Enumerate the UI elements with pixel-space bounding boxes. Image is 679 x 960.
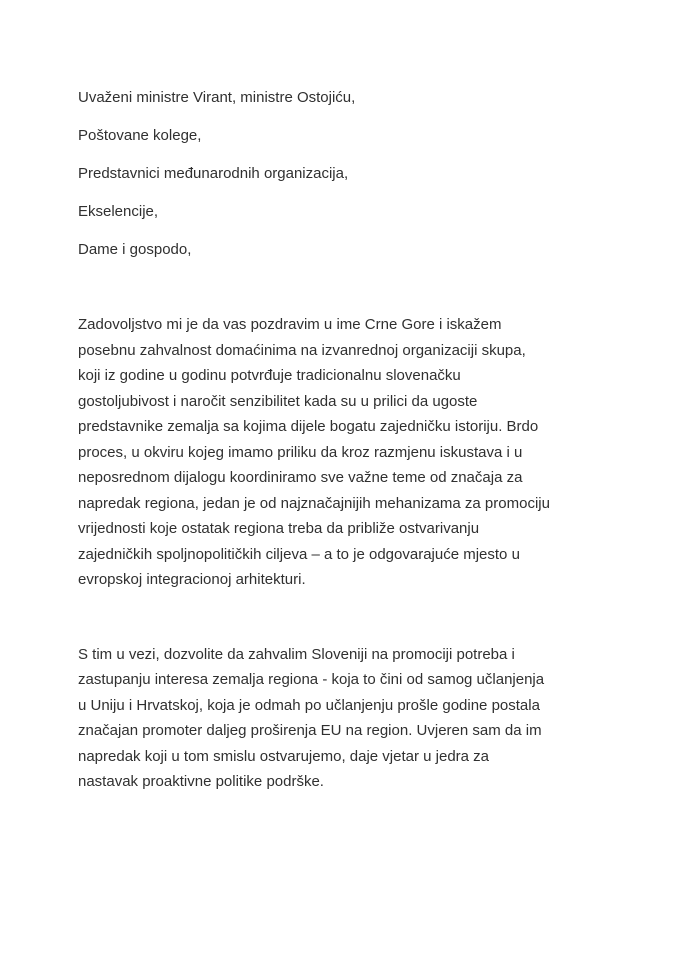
paragraph-line: Zadovoljstvo mi je da vas pozdravim u ime Crne Gore i iskažem bbox=[78, 316, 502, 333]
body-paragraph bbox=[78, 312, 624, 593]
paragraph-line: u Uniju i Hrvatskoj, koja je odmah po učlanjenju prošle godine postala bbox=[78, 696, 540, 714]
paragraph-line: zastupanju interesa zemalja regiona - koja to čini od samog učlanjenja bbox=[78, 671, 545, 688]
paragraph-line: napredak koji u tom smislu ostvarujemo, daje vjetar u jedra za bbox=[78, 747, 490, 765]
paragraph-line: značajan promoter daljeg proširenja EU na region. Uvjeren sam da im bbox=[78, 722, 542, 739]
paragraph-line: koji iz godine u godinu potvrđuje tradicionalnu slovenačku bbox=[78, 367, 461, 384]
salutation-line: Poštovane kolege, bbox=[78, 127, 202, 144]
paragraph-line: S tim u vezi, dozvolite da zahvalim Sloveniji na promociji potreba i bbox=[78, 645, 515, 663]
paragraph-line: vrijednosti koje ostatak regiona treba da približe ostvarivanju bbox=[78, 520, 480, 537]
paragraph-line: gostoljubivost i naročit senzibilitet kada su u prilici da ugoste bbox=[78, 392, 478, 410]
paragraph-line: neposrednom dijalogu koordiniramo sve važne teme od značaja za bbox=[78, 469, 523, 486]
salutation-line: Dame i gospodo, bbox=[78, 241, 192, 258]
salutation-line: Uvaženi ministre Virant, ministre Ostojiću, bbox=[78, 89, 356, 106]
paragraph-line: predstavnike zemalja sa kojima dijele bogatu zajedničku istoriju. Brdo bbox=[78, 418, 539, 435]
body-paragraph bbox=[78, 642, 624, 795]
paragraph-line: nastavak proaktivne politike podrške. bbox=[78, 773, 324, 790]
paragraph-line: napredak regiona, jedan je od najznačajnijih mehanizama za promociju bbox=[78, 494, 550, 512]
salutation-line: Predstavnici međunarodnih organizacija, bbox=[78, 165, 349, 182]
paragraph-line: proces, u okviru kojeg imamo priliku da kroz razmjenu iskustava i u bbox=[78, 443, 523, 461]
paragraph-line: zajedničkih spoljnopolitičkih ciljeva – a to je odgovarajuće mjesto u bbox=[78, 545, 520, 563]
salutation-line: Ekselencije, bbox=[78, 203, 159, 220]
paragraph-line: posebnu zahvalnost domaćinima na izvanrednoj organizaciji skupa, bbox=[78, 341, 526, 359]
paragraph-line: evropskoj integracionoj arhitekturi. bbox=[78, 571, 306, 588]
